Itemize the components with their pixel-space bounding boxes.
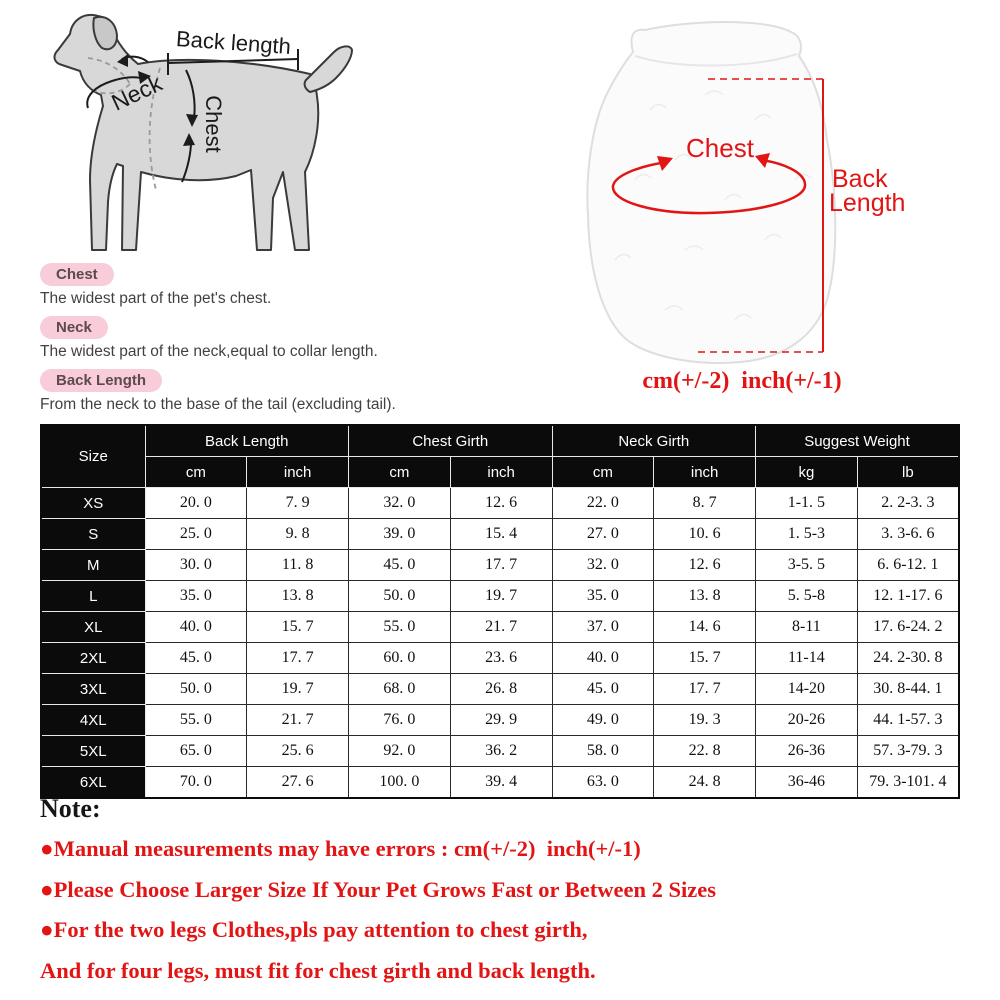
size-cell: S: [41, 519, 145, 550]
table-row: [41, 612, 959, 643]
value-cell: 55. 0: [145, 705, 247, 736]
value-cell: 7. 9: [247, 488, 349, 519]
unit-header: cm: [145, 457, 247, 488]
value-cell: 20. 0: [145, 488, 247, 519]
table-row: [41, 550, 959, 581]
value-cell: 17. 7: [450, 550, 552, 581]
size-cell: L: [41, 581, 145, 612]
value-cell: 92. 0: [349, 736, 451, 767]
unit-header: inch: [247, 457, 349, 488]
value-cell: 3. 3-6. 6: [857, 519, 959, 550]
value-cell: 24. 8: [654, 767, 756, 799]
value-cell: 27. 0: [552, 519, 654, 550]
neck-badge: Neck: [40, 316, 108, 339]
dog-tail: [305, 46, 352, 92]
garment-back-label: Back: [832, 165, 888, 193]
value-cell: 11. 8: [247, 550, 349, 581]
value-cell: 21. 7: [247, 705, 349, 736]
garment-photo: [555, 0, 1000, 400]
value-cell: 40. 0: [145, 612, 247, 643]
value-cell: 21. 7: [450, 612, 552, 643]
value-cell: 11-14: [756, 643, 858, 674]
suggest-weight-group-header: Suggest Weight: [756, 425, 960, 457]
note-line: And for four legs, must fit for chest girth and back length.: [40, 957, 596, 983]
value-cell: 35. 0: [552, 581, 654, 612]
size-cell: 2XL: [41, 643, 145, 674]
size-cell: 6XL: [41, 767, 145, 799]
value-cell: 23. 6: [450, 643, 552, 674]
value-cell: 29. 9: [450, 705, 552, 736]
notes-section: [40, 794, 970, 1000]
chest-badge: Chest: [40, 263, 114, 286]
garment-chest-label: Chest: [686, 133, 754, 163]
value-cell: 39. 4: [450, 767, 552, 799]
back-length-badge: Back Length: [40, 369, 162, 392]
value-cell: 36. 2: [450, 736, 552, 767]
value-cell: 26-36: [756, 736, 858, 767]
value-cell: 17. 6-24. 2: [857, 612, 959, 643]
value-cell: 79. 3-101. 4: [857, 767, 959, 799]
value-cell: 12. 1-17. 6: [857, 581, 959, 612]
table-row: [41, 488, 959, 519]
tolerance-note: cm(+/-2) inch(+/-1): [642, 368, 842, 394]
measurement-definitions: [40, 263, 520, 422]
neck-girth-group-header: Neck Girth: [552, 425, 756, 457]
value-cell: 65. 0: [145, 736, 247, 767]
value-cell: 12. 6: [654, 550, 756, 581]
unit-header: lb: [857, 457, 959, 488]
table-row: [41, 581, 959, 612]
size-cell: XS: [41, 488, 145, 519]
dog-back-length-label: Back length: [175, 26, 292, 59]
garment-outline: [587, 22, 835, 363]
value-cell: 45. 0: [145, 643, 247, 674]
value-cell: 9. 8: [247, 519, 349, 550]
value-cell: 15. 7: [247, 612, 349, 643]
back-length-definition-text: From the neck to the base of the tail (excluding tail).: [40, 396, 396, 413]
unit-header: cm: [349, 457, 451, 488]
value-cell: 22. 0: [552, 488, 654, 519]
garment-length-label: Length: [829, 189, 906, 217]
note-line: ●Manual measurements may have errors : cm(+/-2) inch(+/-1): [40, 836, 641, 861]
value-cell: 37. 0: [552, 612, 654, 643]
value-cell: 76. 0: [349, 705, 451, 736]
value-cell: 15. 4: [450, 519, 552, 550]
value-cell: 39. 0: [349, 519, 451, 550]
value-cell: 26. 8: [450, 674, 552, 705]
dog-measurement-diagram: [10, 0, 400, 265]
value-cell: 58. 0: [552, 736, 654, 767]
value-cell: 36-46: [756, 767, 858, 799]
value-cell: 8-11: [756, 612, 858, 643]
value-cell: 100. 0: [349, 767, 451, 799]
value-cell: 1. 5-3: [756, 519, 858, 550]
value-cell: 8. 7: [654, 488, 756, 519]
value-cell: 14. 6: [654, 612, 756, 643]
value-cell: 1-1. 5: [756, 488, 858, 519]
value-cell: 45. 0: [552, 674, 654, 705]
size-cell: 4XL: [41, 705, 145, 736]
value-cell: 44. 1-57. 3: [857, 705, 959, 736]
value-cell: 30. 0: [145, 550, 247, 581]
value-cell: 57. 3-79. 3: [857, 736, 959, 767]
value-cell: 60. 0: [349, 643, 451, 674]
size-cell: M: [41, 550, 145, 581]
unit-header: inch: [654, 457, 756, 488]
value-cell: 24. 2-30. 8: [857, 643, 959, 674]
chest-definition-text: The widest part of the pet's chest.: [40, 290, 272, 307]
value-cell: 27. 6: [247, 767, 349, 799]
size-cell: XL: [41, 612, 145, 643]
value-cell: 3-5. 5: [756, 550, 858, 581]
definition-neck: [40, 316, 520, 362]
back-length-group-header: Back Length: [145, 425, 349, 457]
value-cell: 10. 6: [654, 519, 756, 550]
unit-header: inch: [450, 457, 552, 488]
value-cell: 5. 5-8: [756, 581, 858, 612]
unit-header: kg: [756, 457, 858, 488]
value-cell: 25. 6: [247, 736, 349, 767]
value-cell: 32. 0: [349, 488, 451, 519]
value-cell: 32. 0: [552, 550, 654, 581]
value-cell: 13. 8: [247, 581, 349, 612]
table-row: [41, 705, 959, 736]
value-cell: 25. 0: [145, 519, 247, 550]
value-cell: 19. 7: [450, 581, 552, 612]
value-cell: 68. 0: [349, 674, 451, 705]
table-row: [41, 519, 959, 550]
value-cell: 20-26: [756, 705, 858, 736]
table-row: [41, 643, 959, 674]
value-cell: 17. 7: [247, 643, 349, 674]
value-cell: 63. 0: [552, 767, 654, 799]
value-cell: 55. 0: [349, 612, 451, 643]
definition-back-length: [40, 369, 520, 415]
note-line: ●Please Choose Larger Size If Your Pet Grows Fast or Between 2 Sizes: [40, 876, 716, 902]
size-cell: 3XL: [41, 674, 145, 705]
value-cell: 14-20: [756, 674, 858, 705]
value-cell: 49. 0: [552, 705, 654, 736]
dog-chest-label: Chest: [201, 95, 226, 153]
size-cell: 5XL: [41, 736, 145, 767]
value-cell: 30. 8-44. 1: [857, 674, 959, 705]
value-cell: 17. 7: [654, 674, 756, 705]
note-title: Note:: [40, 794, 101, 823]
chest-girth-group-header: Chest Girth: [349, 425, 553, 457]
value-cell: 22. 8: [654, 736, 756, 767]
value-cell: 13. 8: [654, 581, 756, 612]
value-cell: 70. 0: [145, 767, 247, 799]
table-row: [41, 674, 959, 705]
neck-definition-text: The widest part of the neck,equal to collar length.: [40, 343, 378, 360]
value-cell: 19. 3: [654, 705, 756, 736]
value-cell: 35. 0: [145, 581, 247, 612]
value-cell: 45. 0: [349, 550, 451, 581]
value-cell: 50. 0: [349, 581, 451, 612]
value-cell: 6. 6-12. 1: [857, 550, 959, 581]
value-cell: 15. 7: [654, 643, 756, 674]
definition-chest: [40, 263, 520, 309]
dog-neck-label: Neck: [107, 69, 166, 116]
value-cell: 50. 0: [145, 674, 247, 705]
value-cell: 2. 2-3. 3: [857, 488, 959, 519]
unit-header: cm: [552, 457, 654, 488]
table-row: [41, 736, 959, 767]
note-line: ●For the two legs Clothes,pls pay attention to chest girth,: [40, 917, 588, 943]
value-cell: 19. 7: [247, 674, 349, 705]
size-column-header: Size: [41, 425, 145, 488]
value-cell: 40. 0: [552, 643, 654, 674]
size-table: [40, 424, 960, 799]
value-cell: 12. 6: [450, 488, 552, 519]
